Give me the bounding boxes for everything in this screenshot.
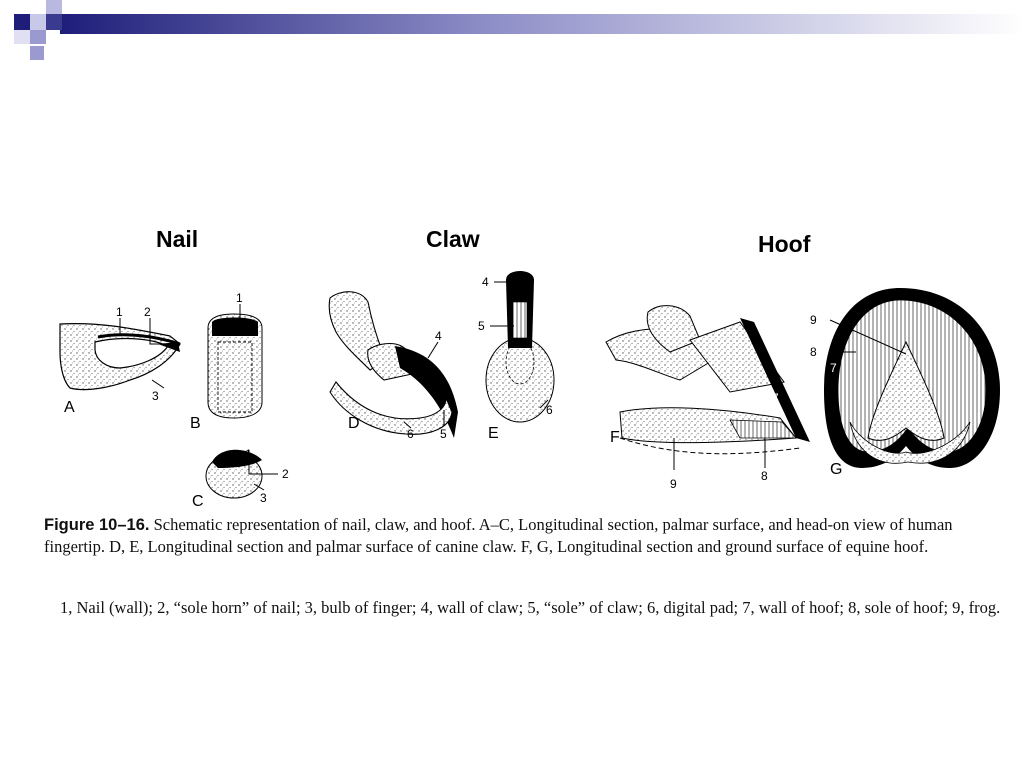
deco-square [30, 46, 44, 60]
part-number-8: 8 [761, 469, 768, 483]
panel-label-d: D [348, 415, 360, 432]
deco-square [30, 30, 46, 44]
part-number-7: 7 [830, 361, 837, 375]
part-number-5: 5 [478, 319, 485, 333]
diagram-e-claw-palmar [486, 271, 554, 422]
figure-caption [44, 514, 1009, 557]
part-number-1: 1 [245, 447, 252, 461]
part-number-7: 7 [772, 391, 779, 405]
panel-label-f: F [610, 429, 620, 446]
figure-caption-text: Schematic representation of nail, claw, and hoof. A–C, Longitudinal section, palmar surface, and head-on view of human fingertip. D, E, Longitudinal section and palmar surface of canine claw. F, G, Longitudinal section and ground surface of equine hoof. [44, 515, 953, 556]
part-number-2: 2 [144, 305, 151, 319]
deco-square [14, 14, 30, 30]
figure-title: Figure 10–16. [44, 516, 150, 534]
diagram-b-fingertip-palmar [208, 314, 262, 418]
panel-label-e: E [488, 425, 499, 442]
deco-square [14, 30, 30, 44]
panel-label-b: B [190, 415, 201, 432]
part-number-4: 4 [482, 275, 489, 289]
part-number-4: 4 [435, 329, 442, 343]
part-number-6: 6 [546, 403, 553, 417]
part-number-1: 1 [116, 305, 123, 319]
part-number-5: 5 [440, 427, 447, 441]
anatomy-figure [40, 262, 1020, 512]
part-number-6: 6 [407, 427, 414, 441]
panel-label-c: C [192, 493, 204, 510]
heading-claw: Claw [426, 226, 480, 252]
panel-label-g: G [830, 461, 843, 478]
diagram-f-hoof-section [606, 306, 810, 454]
part-number-3: 3 [152, 389, 159, 403]
heading-hoof: Hoof [758, 231, 811, 257]
part-number-3: 3 [260, 491, 267, 505]
part-number-1: 1 [236, 291, 243, 305]
panel-label-a: A [64, 399, 75, 416]
heading-nail: Nail [156, 226, 199, 252]
part-number-8: 8 [810, 345, 817, 359]
deco-square [30, 14, 46, 30]
part-number-9: 9 [670, 477, 677, 491]
deco-square [46, 0, 62, 14]
diagram-g-hoof-ground [824, 288, 1000, 468]
header-gradient-bar [60, 14, 1024, 34]
slide-header-decoration [0, 0, 1024, 62]
figure-legend: 1, Nail (wall); 2, “sole horn” of nail; 3, bulb of finger; 4, wall of claw; 5, “sole” of claw; 6, digital pad; 7, wall of hoof; 8, sole of hoof; 9, frog. [60, 598, 1001, 617]
deco-square [46, 14, 62, 30]
part-number-9: 9 [810, 313, 817, 327]
part-number-2: 2 [282, 467, 289, 481]
